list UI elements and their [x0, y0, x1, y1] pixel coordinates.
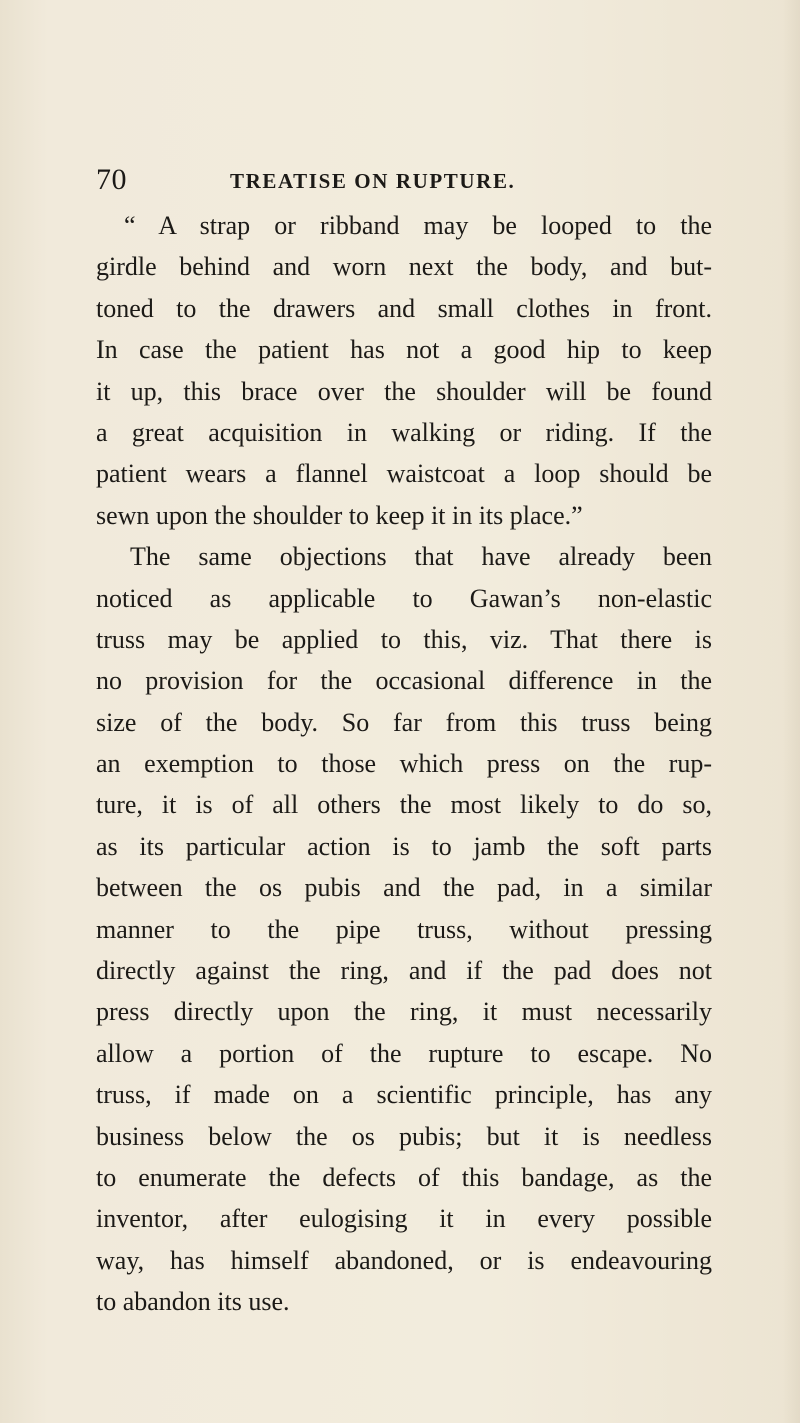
text-line: to abandon its use. [96, 1287, 290, 1317]
text-line: as its particular action is to jamb the soft parts [96, 831, 712, 861]
text-line: press directly upon the ring, it must necessarily [96, 997, 712, 1027]
text-line: “ A strap or ribband may be looped to the [124, 211, 712, 240]
text-line: way, has himself abandoned, or is endeavouring [96, 1245, 712, 1275]
text-line: ture, it is of all others the most likely to do so, [96, 790, 712, 820]
page-edge-shadow [782, 0, 800, 1423]
text-line: girdle behind and worn next the body, and but- [96, 252, 712, 282]
text-line: The same objections that have already been [130, 542, 712, 572]
text-line: truss, if made on a scientific principle, has any [96, 1080, 712, 1110]
text-line: directly against the ring, and if the pad does not [96, 956, 712, 986]
text-line: In case the patient has not a good hip to keep [96, 335, 712, 365]
running-title: TREATISE ON RUPTURE. [230, 169, 516, 193]
text-line: a great acquisition in walking or riding. If the [96, 417, 712, 447]
text-line: inventor, after eulogising it in every possible [96, 1204, 712, 1234]
text-line: truss may be applied to this, viz. That there is [96, 624, 712, 654]
text-line: to enumerate the defects of this bandage, as the [96, 1162, 712, 1192]
text-line: size of the body. So far from this truss being [96, 707, 712, 737]
body-text [96, 205, 712, 1323]
page-number: 70 [96, 163, 127, 196]
text-line: an exemption to those which press on the rup- [96, 749, 712, 779]
text-line: no provision for the occasional difference in the [96, 666, 712, 696]
text-line: between the os pubis and the pad, in a similar [96, 873, 712, 903]
text-line: manner to the pipe truss, without pressing [96, 914, 712, 944]
text-line: sewn upon the shoulder to keep it in its place.” [96, 500, 583, 530]
text-line: it up, this brace over the shoulder will be found [96, 376, 712, 406]
text-line: allow a portion of the rupture to escape. No [96, 1038, 712, 1068]
page-header [0, 163, 800, 197]
text-line: business below the os pubis; but it is needless [96, 1121, 712, 1151]
text-line: patient wears a flannel waistcoat a loop should be [96, 459, 712, 489]
text-line: toned to the drawers and small clothes in front. [96, 293, 712, 323]
text-line: noticed as applicable to Gawan’s non-elastic [96, 583, 712, 613]
